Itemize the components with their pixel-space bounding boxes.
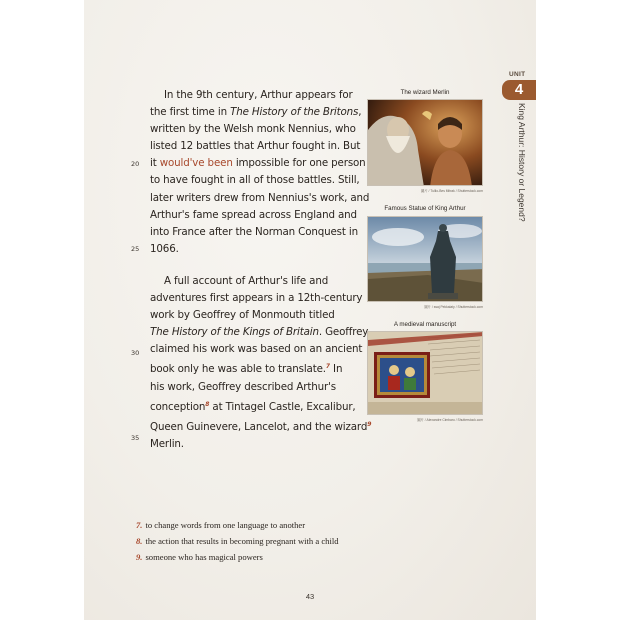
text-line: In the 9th century, Arthur appears for (164, 89, 353, 101)
unit-label: UNIT (509, 71, 526, 78)
highlighted-phrase: would've been (159, 157, 233, 170)
text-line: later writers drew from Nennius's work, and (150, 191, 370, 204)
footnote-text: to change words from one language to another (145, 520, 306, 530)
image-credit: 圖片 / ssaj Pekkalaty / Shutterstock.com (424, 305, 483, 309)
statue-image (367, 216, 483, 302)
text-line: work by Geoffrey of Monmouth titled (150, 309, 335, 322)
text-line: his work, Geoffrey described Arthur's (150, 380, 336, 393)
image-credit: 圖片 / Tullio-Bes Mitrak / Shutterstock.com (421, 189, 483, 193)
image-credit: 圖片 / Alexandre Cimbaro / Shutterstock.com (417, 418, 483, 422)
book-page (84, 0, 536, 620)
paragraph-2 (150, 273, 372, 453)
text-line: 1066. (150, 242, 179, 255)
manuscript-image (367, 331, 483, 415)
line-number: 30 (131, 349, 140, 357)
footnote-number: 8. (136, 536, 143, 546)
page-number: 43 (305, 592, 315, 601)
book-title: The History of the Britons (230, 106, 359, 119)
text-line: Arthur's fame spread across England and (150, 208, 357, 221)
merlin-painting (368, 100, 483, 186)
footnote-marker: 8 (205, 400, 210, 408)
line-number: 20 (131, 160, 140, 168)
merlin-image (367, 99, 483, 186)
image-caption: A medieval manuscript (393, 321, 457, 328)
statue-photo (368, 217, 483, 302)
text-line: into France after the Norman Conquest in (150, 225, 358, 238)
unit-title: King Arthur: History or Legend? (517, 103, 527, 222)
footnote-marker: 7 (325, 363, 330, 371)
text-line: listed 12 battles that Arthur fought in. But (150, 140, 361, 153)
paragraph-1 (150, 87, 370, 258)
text-line: adventures first appears in a 12th-century (150, 292, 363, 305)
book-title: The History of the Kings of Britain (150, 326, 319, 339)
text-line: it would've been impossible for one person (150, 157, 366, 170)
text-line: claimed his work was based on an ancient (150, 343, 363, 356)
line-number: 35 (131, 434, 140, 442)
footnote (136, 520, 305, 530)
footnote-number: 7. (136, 520, 143, 530)
footnote-text: the action that results in becoming pregnant with a child (145, 536, 339, 546)
text-line: to have fought in all of those battles. Still, (150, 174, 360, 187)
footnote (136, 552, 263, 562)
footnote-number: 9. (136, 552, 143, 562)
text-line: conception$^8$ at Tintagel Castle, Excalibur, (150, 400, 356, 413)
text-line: written by the Welsh monk Nennius, who (150, 123, 356, 136)
text-line: A full account of Arthur's life and (164, 275, 329, 287)
footnote (136, 536, 339, 546)
text-line: book only he was able to translate.$^7$ In (150, 363, 343, 376)
unit-number-tab: 4 (502, 80, 536, 100)
image-caption: Famous Statue of King Arthur (384, 205, 466, 212)
text-line: Merlin. (150, 437, 184, 450)
footnote-text: someone who has magical powers (145, 552, 263, 562)
line-number: 25 (131, 245, 140, 253)
text-line: the first time in The History of the Britons, (150, 106, 362, 119)
manuscript-photo (368, 332, 483, 415)
text-line: Queen Guinevere, Lancelot, and the wizard$^9$ (150, 420, 372, 433)
image-caption: The wizard Merlin (400, 89, 450, 96)
text-line: The History of the Kings of Britain. Geoffrey (150, 326, 369, 339)
footnote-marker: 9 (367, 420, 372, 428)
